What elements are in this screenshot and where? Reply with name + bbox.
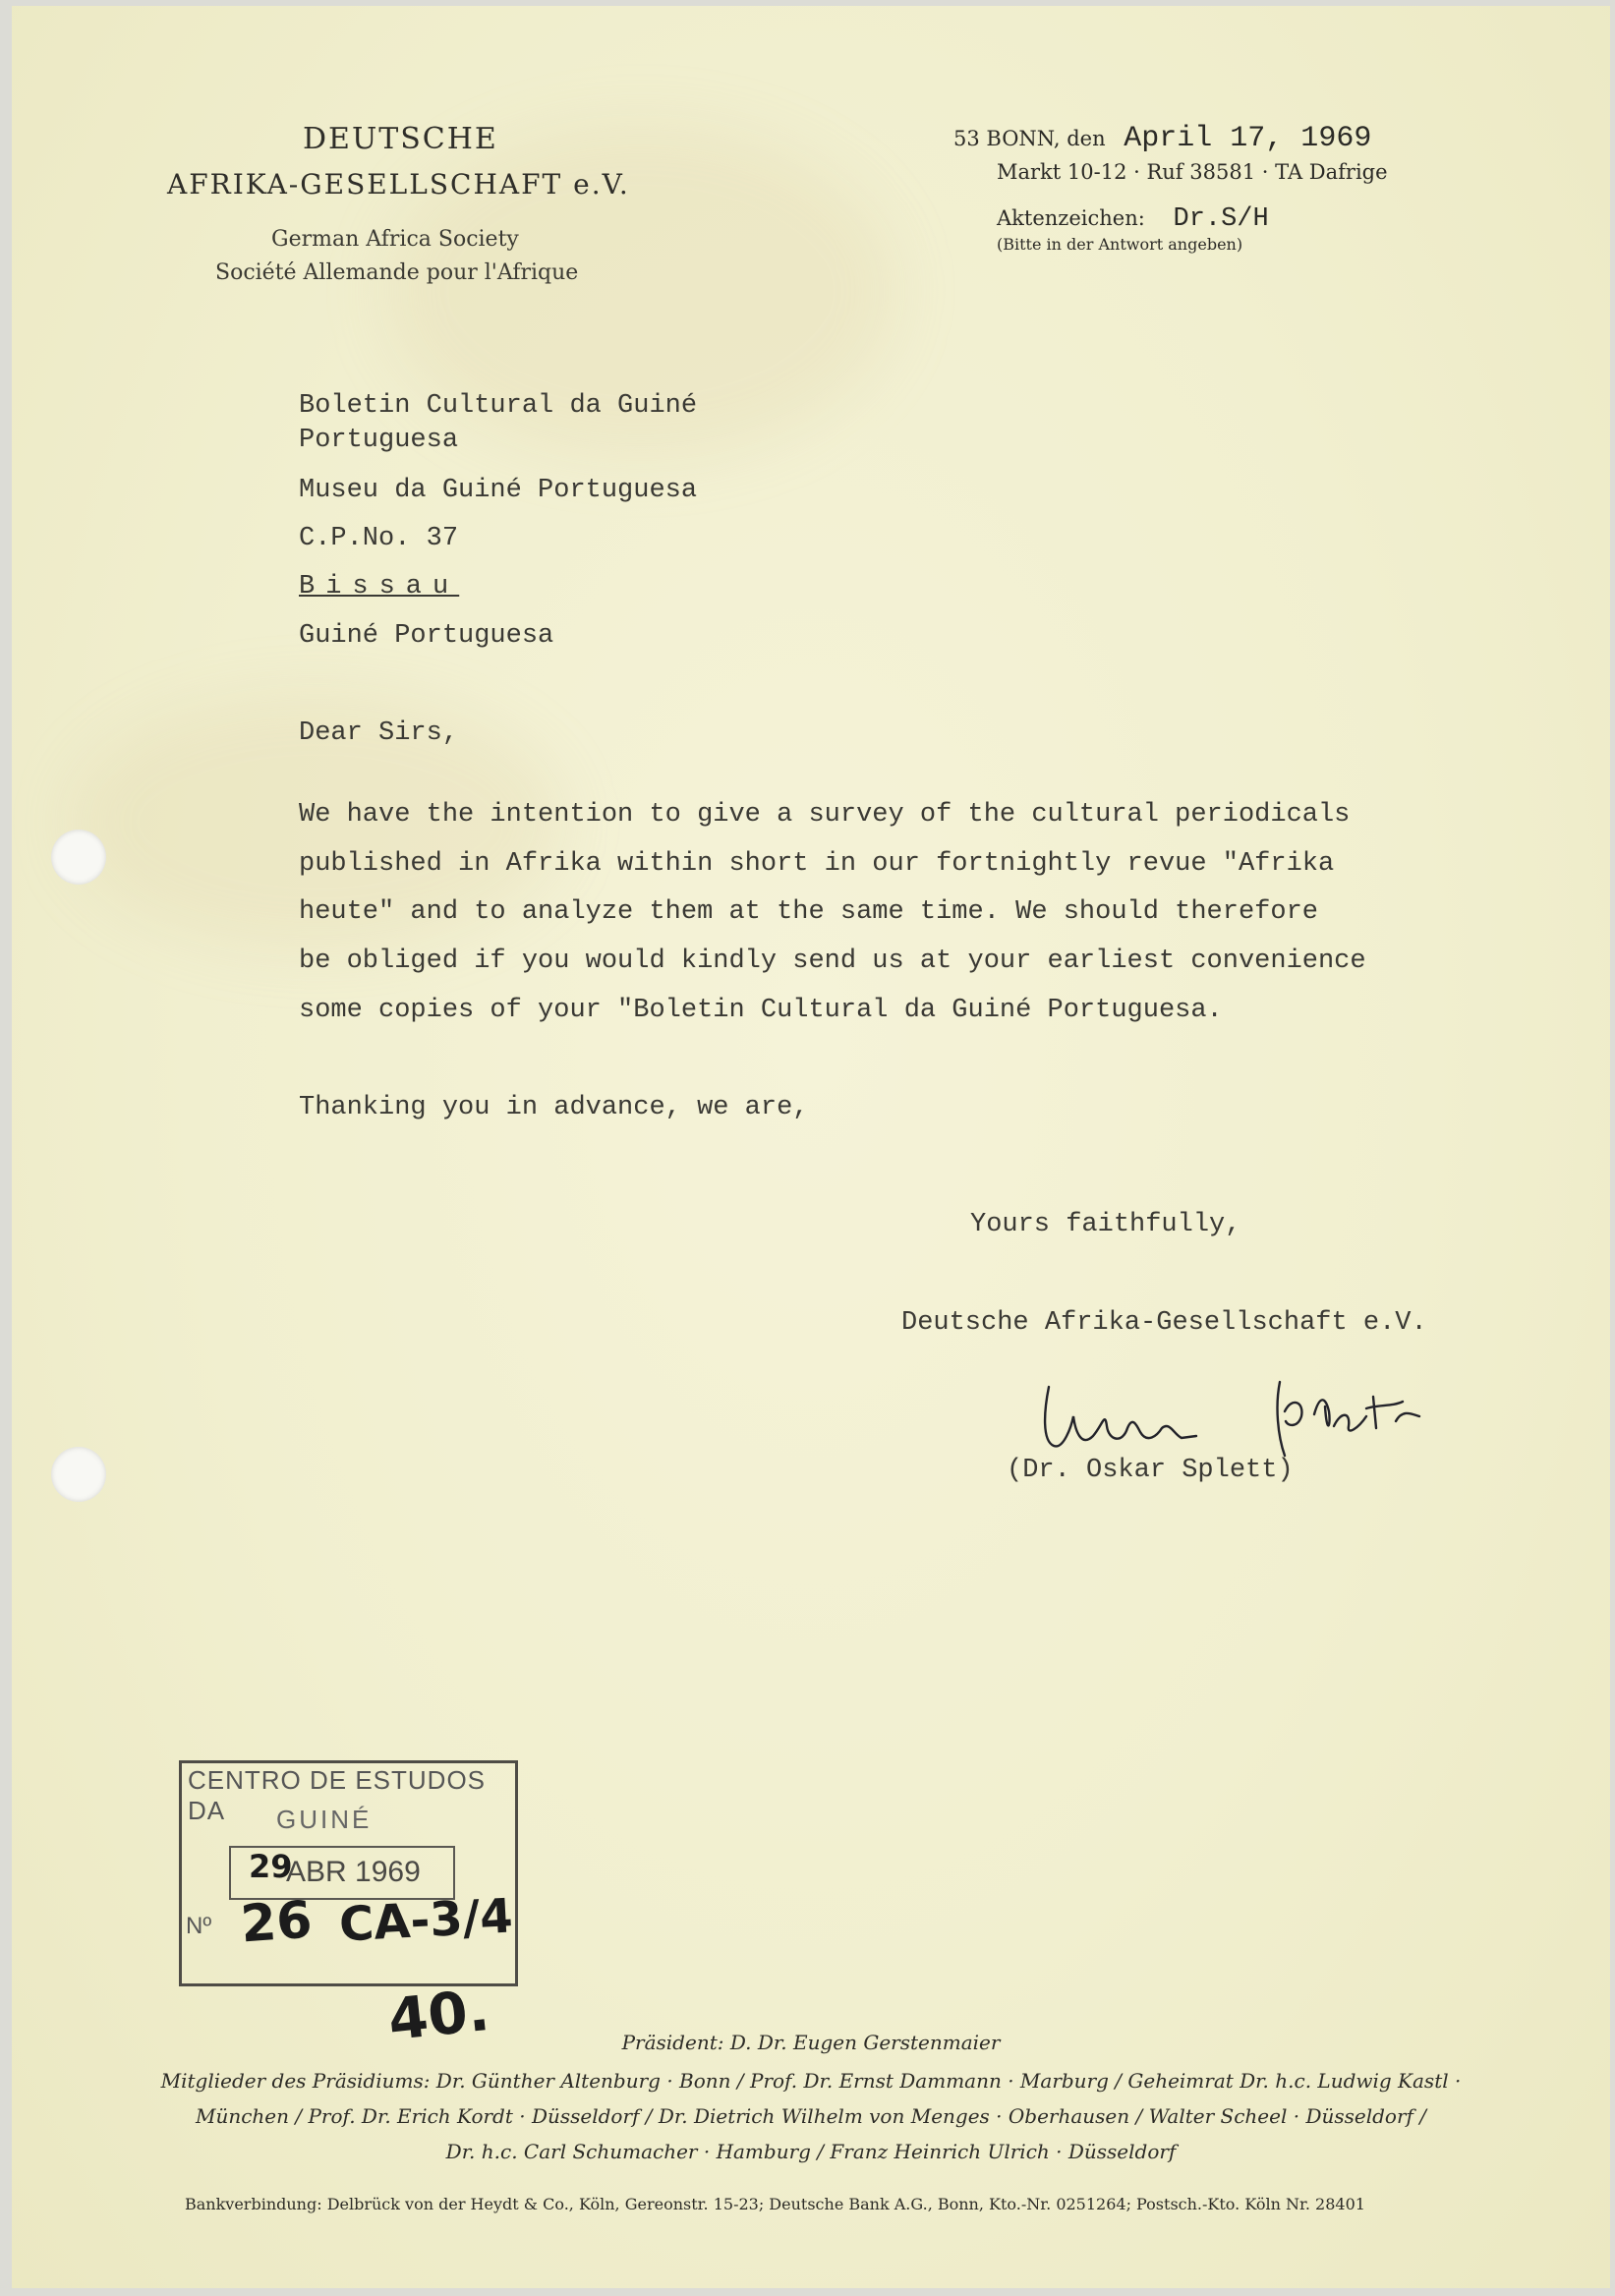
recipient-line: Portuguesa [299, 426, 459, 455]
punch-hole [51, 830, 106, 885]
org-name-line2: AFRIKA-GESELLSCHAFT e.V. [167, 168, 630, 201]
recipient-line: C.P.No. 37 [299, 524, 459, 553]
signing-organization: Deutsche Afrika-Gesellschaft e.V. [901, 1308, 1427, 1338]
body-line: published in Afrika within short in our fortnightly revue "Afrika [299, 849, 1335, 879]
stamp-number-handwritten: 26 [238, 1890, 315, 1955]
recipient-city: Bissau [299, 572, 460, 602]
stamp-title: CENTRO DE ESTUDOS DA [188, 1765, 487, 1825]
footer-members-line: Dr. h.c. Carl Schumacher · Hamburg / Franz Heinrich Ulrich · Düsseldorf [445, 2140, 1177, 2163]
stamp-number-label: Nº [186, 1913, 212, 1939]
org-name-english: German Africa Society [271, 227, 519, 252]
stamp-subtitle: GUINÉ [276, 1805, 373, 1834]
sender-address: Markt 10-12 · Ruf 38581 · TA Dafrige [997, 160, 1388, 184]
body-line: We have the intention to give a survey of the cultural periodicals [299, 800, 1351, 830]
org-name-french: Société Allemande pour l'Afrique [215, 260, 579, 285]
footer-bank-details: Bankverbindung: Delbrück von der Heydt & Co., Köln, Gereonstr. 15-23; Deutsche Bank A.G., Bonn, Kto.-Nr. 0251264; Postsch.-Kto. Köln Nr. 28401 [185, 2195, 1365, 2213]
footer-president: Präsident: D. Dr. Eugen Gerstenmaier [621, 2031, 1001, 2054]
recipient-line: Boletin Cultural da Guiné [299, 391, 698, 421]
stamp-extra-handwritten: 40. [384, 1976, 493, 2054]
reference-line [997, 204, 1269, 234]
reference-label: Aktenzeichen: [997, 206, 1145, 230]
letter-page [12, 6, 1610, 2288]
punch-hole [51, 1447, 106, 1502]
salutation: Dear Sirs, [299, 718, 459, 748]
stamp-date: ABR 1969 [286, 1856, 421, 1888]
footer-members-line: Mitglieder des Präsidiums: Dr. Günther Altenburg · Bonn / Prof. Dr. Ernst Dammann · Marburg / Geheimrat Dr. h.c. Ludwig Kastl · [160, 2069, 1462, 2093]
recipient-line: Museu da Guiné Portuguesa [299, 476, 698, 505]
org-name-line1: DEUTSCHE [303, 122, 498, 156]
reference-note: (Bitte in der Antwort angeben) [997, 235, 1243, 254]
stamp-code-handwritten: CA-3/4 [337, 1888, 514, 1953]
footer-members-line: München / Prof. Dr. Erich Kordt · Düsseldorf / Dr. Dietrich Wilhelm von Menges · Oberhausen / Walter Scheel · Düsseldorf / [195, 2104, 1427, 2128]
valediction: Yours faithfully, [970, 1210, 1241, 1239]
handwritten-signature [1034, 1367, 1467, 1461]
body-line: heute" and to analyze them at the same time. We should therefore [299, 897, 1318, 927]
signer-name: (Dr. Oskar Splett) [1007, 1456, 1294, 1485]
body-line: some copies of your "Boletin Cultural da Guiné Portuguesa. [299, 996, 1223, 1025]
body-line: be obliged if you would kindly send us at your earliest convenience [299, 947, 1366, 976]
place-date-line [953, 122, 1371, 155]
body-thanks: Thanking you in advance, we are, [299, 1093, 809, 1122]
reference-value: Dr.S/H [1173, 204, 1269, 234]
letter-date: April 17, 1969 [1124, 122, 1372, 155]
archive-stamp [179, 1760, 518, 2054]
stamp-day-handwritten: 29 [249, 1848, 293, 1885]
city-label: 53 BONN, den [953, 127, 1106, 150]
recipient-country: Guiné Portuguesa [299, 621, 554, 651]
